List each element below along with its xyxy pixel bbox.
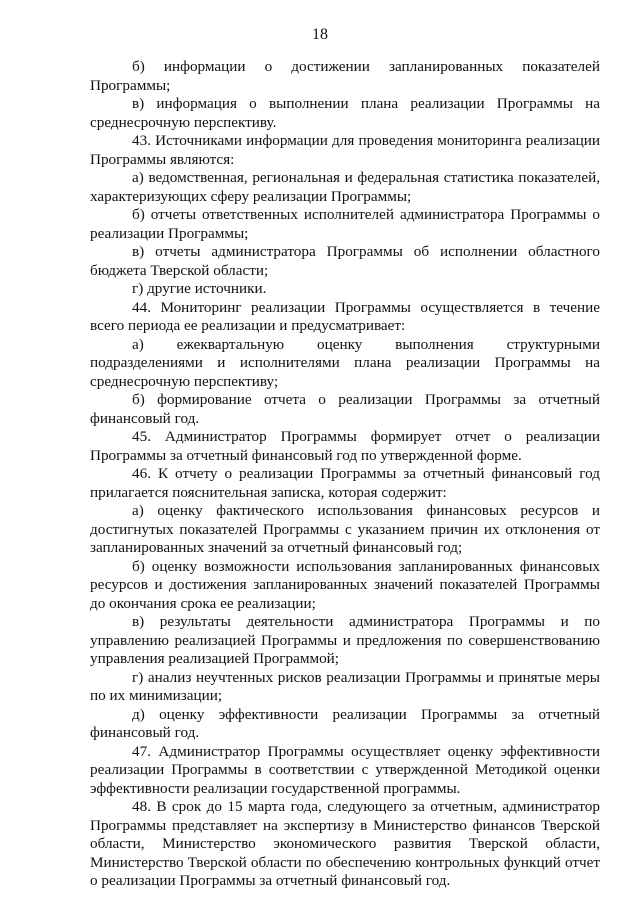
paragraph: 47. Администратор Программы осуществляет оценку эффективности реализации Программы в соответствии с утвержденной Методикой оценки эффективности реализации государственной программы. — [90, 742, 600, 797]
paragraph: в) отчеты администратора Программы об исполнении областного бюджета Тверской области; — [90, 243, 600, 279]
paragraph: 43. Источниками информации для проведения мониторинга реализации Программы являются: — [90, 132, 600, 168]
paragraph: а) оценку фактического использования финансовых ресурсов и достигнутых показателей Программы с указанием причин их отклонения от запланированных значений за отчетный финансовый год; — [90, 502, 600, 556]
paragraph: 46. К отчету о реализации Программы за отчетный финансовый год прилагается пояснительная записка, которая содержит: — [90, 465, 600, 501]
paragraph: б) отчеты ответственных исполнителей администратора Программы о реализации Программы; — [90, 206, 600, 242]
paragraph: а) ведомственная, региональная и федеральная статистика показателей, характеризующих сферу реализации Программы; — [90, 169, 600, 205]
paragraph: б) информации о достижении запланированных показателей Программы; — [90, 58, 600, 94]
paragraph: б) формирование отчета о реализации Программы за отчетный финансовый год. — [90, 391, 600, 427]
paragraph: 45. Администратор Программы формирует отчет о реализации Программы за отчетный финансовый год по утвержденной форме. — [90, 428, 600, 464]
paragraph: в) результаты деятельности администратора Программы и по управлению реализацией Программы и предложения по совершенствованию управления реализацией Программой; — [90, 613, 600, 667]
paragraph: б) оценку возможности использования запланированных финансовых ресурсов и достижения запланированных значений показателей Программы до окончания срока ее реализации; — [90, 557, 600, 612]
paragraph: д) оценку эффективности реализации Программы за отчетный финансовый год. — [90, 705, 600, 741]
page-number: 18 — [312, 26, 328, 43]
paragraph: 48. В срок до 15 марта года, следующего за отчетным, администратор Программы представляет на экспертизу в Министерство финансов Тверской области, Министерство экономического развития Тверской области, Министерство Тверской области по обеспечению контрольных функций отчет о реализации Программы за отчетный финансовый год. — [90, 798, 600, 889]
paragraph: г) анализ неучтенных рисков реализации Программы и принятые меры по их минимизации; — [90, 668, 600, 704]
paragraph: г) другие источники. — [132, 280, 267, 297]
document-body — [90, 58, 600, 891]
paragraph: в) информация о выполнении плана реализации Программы на среднесрочную перспективу. — [90, 95, 600, 131]
paragraph: а) ежеквартальную оценку выполнения структурными подразделениями и исполнителями плана реализации Программы на среднесрочную перспективу; — [90, 335, 600, 390]
paragraph: 44. Мониторинг реализации Программы осуществляется в течение всего периода ее реализации и предусматривает: — [90, 298, 600, 334]
